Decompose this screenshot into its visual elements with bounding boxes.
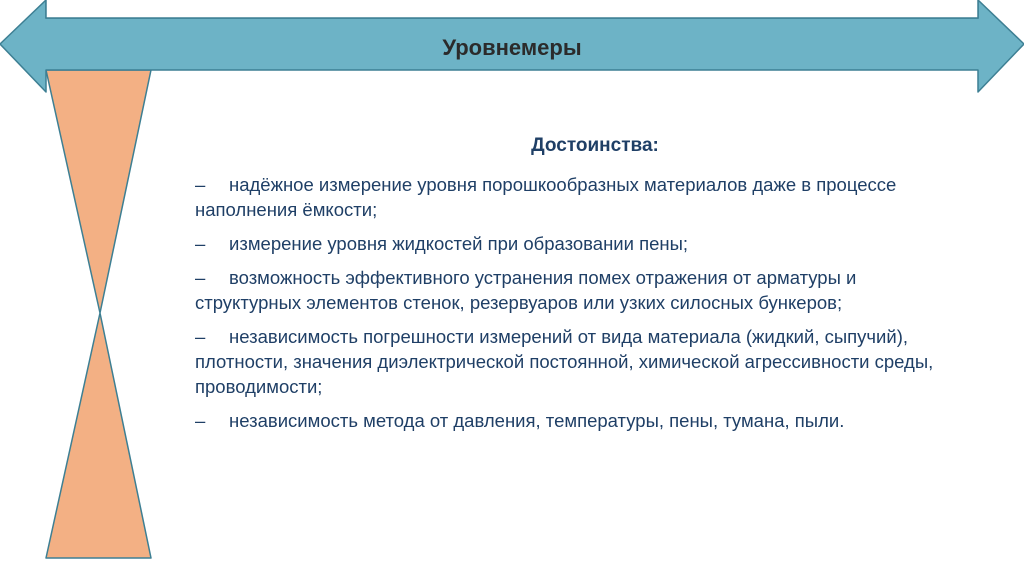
advantage-item	[195, 324, 965, 399]
advantage-item	[195, 265, 965, 315]
advantages-block	[195, 134, 965, 442]
item-text: измерение уровня жидкостей при образовании пены;	[229, 233, 689, 254]
item-dash: –	[195, 174, 206, 195]
item-dash: –	[195, 326, 206, 347]
item-dash: –	[195, 233, 206, 254]
item-text: возможность эффективного устранения помех отражения от арматуры и структурных элементов стенок, резервуаров или узких силосных бункеров;	[195, 267, 857, 313]
banner-white-band	[46, 0, 978, 18]
item-dash: –	[195, 410, 206, 431]
hourglass-shape	[46, 70, 151, 558]
advantage-item	[195, 408, 965, 433]
slide-title: Уровнемеры	[442, 35, 582, 60]
advantages-heading: Достоинства:	[531, 135, 659, 156]
advantage-item	[195, 172, 965, 222]
item-dash: –	[195, 267, 206, 288]
advantage-item	[195, 231, 965, 256]
item-text: независимость метода от давления, температуры, пены, тумана, пыли.	[229, 410, 845, 431]
item-text: надёжное измерение уровня порошкообразных материалов даже в процессе наполнения ёмкости;	[195, 174, 897, 220]
item-text: независимость погрешности измерений от вида материала (жидкий, сыпучий), плотности, значения диэлектрической постоянной, химической агрессивности среды, проводимости;	[195, 326, 934, 397]
